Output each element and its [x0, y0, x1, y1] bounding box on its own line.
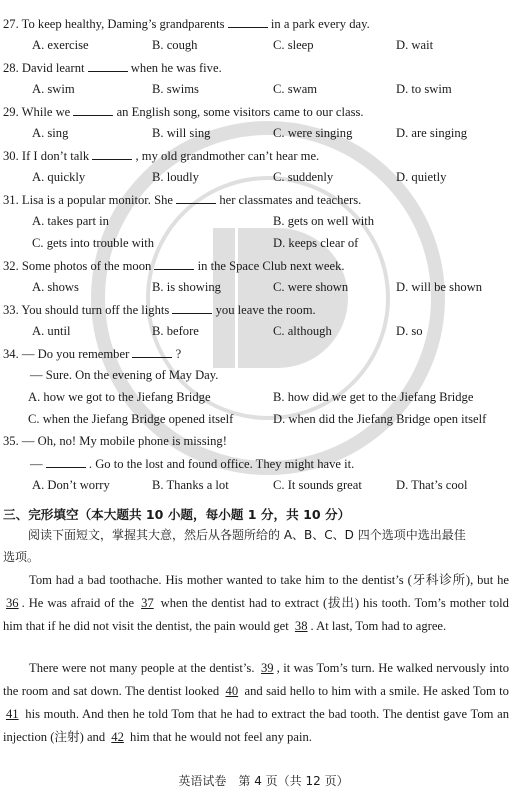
- question-stem: you leave the room.: [215, 303, 316, 317]
- option-c: C. sleep: [273, 38, 314, 52]
- option-a: A. Don’t worry: [32, 478, 110, 492]
- option-b: B. before: [152, 324, 199, 338]
- blank-number: 37: [141, 596, 154, 610]
- blank-number: 42: [111, 730, 124, 744]
- passage-text: him that he would not feel any pain.: [126, 730, 312, 744]
- question-34: [3, 346, 181, 362]
- question-stem: 31. Lisa is a popular monitor. She: [3, 193, 173, 207]
- answer-blank: [73, 104, 113, 116]
- option-a: A. shows: [32, 280, 79, 294]
- option-c: C. when the Jiefang Bridge opened itself: [28, 412, 234, 426]
- option-d: D. to swim: [396, 82, 452, 96]
- question-stem: 28. David learnt: [3, 61, 85, 75]
- passage-text: . He was afraid of the: [21, 596, 139, 610]
- dialogue-text: . Go to the lost and found office. They might have it.: [88, 457, 355, 471]
- blank-number: 40: [225, 684, 239, 698]
- question-stem: 29. While we: [3, 105, 71, 119]
- option-a: A. exercise: [32, 38, 89, 52]
- question-stem: 33. You should turn off the lights: [3, 303, 170, 317]
- option-d: D. when did the Jiefang Bridge open itself: [273, 412, 487, 426]
- question-stem: 32. Some photos of the moon: [3, 259, 152, 273]
- option-d: D. keeps clear of: [273, 236, 359, 250]
- section-heading: 三、完形填空（本大题共 10 小题，每小题 1 分，共 10 分）: [3, 507, 351, 522]
- option-b: B. gets on well with: [273, 214, 375, 228]
- dialogue-text: —: [30, 457, 43, 471]
- question-28: [3, 60, 222, 76]
- passage-paragraph-1: [3, 569, 509, 638]
- passage-text: There were not many people at the dentist’s.: [29, 661, 258, 675]
- question-stem: her classmates and teachers.: [219, 193, 362, 207]
- blank-number: 41: [6, 707, 19, 721]
- answer-blank: [88, 60, 128, 72]
- question-stem: an English song, some visitors came to our class.: [116, 105, 364, 119]
- question-33: [3, 302, 316, 318]
- option-a: A. how we got to the Jiefang Bridge: [28, 390, 211, 404]
- question-31: [3, 192, 361, 208]
- answer-blank: [46, 456, 86, 468]
- option-a: A. swim: [32, 82, 75, 96]
- question-35: [3, 434, 227, 449]
- question-stem: 27. To keep healthy, Daming’s grandparents: [3, 17, 225, 31]
- option-c: C. It sounds great: [273, 478, 362, 492]
- option-b: B. how did we get to the Jiefang Bridge: [273, 390, 474, 404]
- option-d: D. are singing: [396, 126, 467, 140]
- answer-blank: [92, 148, 132, 160]
- option-b: B. Thanks a lot: [152, 478, 229, 492]
- answer-blank: [228, 16, 268, 28]
- page-footer: 英语试卷 第 4 页（共 12 页）: [178, 774, 349, 788]
- question-stem: ?: [175, 347, 182, 361]
- blank-number: 36: [6, 596, 19, 610]
- option-c: C. suddenly: [273, 170, 334, 184]
- question-29: [3, 104, 364, 120]
- question-32: [3, 258, 345, 274]
- answer-blank: [176, 192, 216, 204]
- question-stem: in the Space Club next week.: [197, 259, 345, 273]
- passage-text: his mouth. And then he told Tom that he had to extract the bad tooth. The dentist gave Tom an injection (注射) and: [3, 707, 509, 744]
- question-stem: 34. — Do you remember: [3, 347, 130, 361]
- passage-text: Tom had a bad toothache. His mother wanted to take him to the dentist’s (牙科诊所), but he: [29, 573, 509, 587]
- section-instruction: 选项。: [3, 550, 40, 564]
- question-stem: when he was five.: [130, 61, 222, 75]
- option-d: D. quietly: [396, 170, 447, 184]
- question-30: [3, 148, 319, 164]
- passage-text: . At last, Tom had to agree.: [310, 619, 447, 633]
- option-a: A. sing: [32, 126, 69, 140]
- question-stem: , my old grandmother can’t hear me.: [135, 149, 320, 163]
- dialogue-line: [30, 456, 354, 472]
- answer-blank: [132, 346, 172, 358]
- option-d: D. That’s cool: [396, 478, 468, 492]
- dialogue-line: — Sure. On the evening of May Day.: [30, 368, 219, 382]
- answer-blank: [172, 302, 212, 314]
- answer-blank: [154, 258, 194, 270]
- option-a: A. takes part in: [32, 214, 109, 228]
- option-b: B. cough: [152, 38, 198, 52]
- option-c: C. were singing: [273, 126, 353, 140]
- option-d: D. so: [396, 324, 423, 338]
- section-instruction: 阅读下面短文，掌握其大意，然后从各题所给的 A、B、C、D 四个选项中选出最佳: [28, 528, 466, 542]
- option-d: D. wait: [396, 38, 434, 52]
- passage-paragraph-2: [3, 657, 509, 749]
- option-b: B. will sing: [152, 126, 211, 140]
- option-b: B. loudly: [152, 170, 199, 184]
- option-c: C. were shown: [273, 280, 349, 294]
- option-b: B. swims: [152, 82, 199, 96]
- passage-text: when the dentist had to extract (拔出) his tooth. Tom’s mother told him that if he did not visit the dentist, the pain would get: [3, 596, 509, 633]
- option-d: D. will be shown: [396, 280, 483, 294]
- question-27: [3, 16, 370, 32]
- question-stem: in a park every day.: [270, 17, 370, 31]
- blank-number: 38: [294, 619, 308, 633]
- option-c: C. gets into trouble with: [32, 236, 155, 250]
- blank-number: 39: [260, 661, 274, 675]
- option-a: A. until: [32, 324, 71, 338]
- passage-text: and said hello to him with a smile. He asked Tom to: [241, 684, 509, 698]
- option-b: B. is showing: [152, 280, 221, 294]
- passage-text: , it was Tom’s turn. He walked nervously into the room and sat down. The dentist looked: [3, 661, 510, 698]
- question-stem: 35. — Oh, no! My mobile phone is missing!: [3, 434, 227, 448]
- option-c: C. swam: [273, 82, 318, 96]
- question-stem: 30. If I don’t talk: [3, 149, 90, 163]
- option-c: C. although: [273, 324, 332, 338]
- option-a: A. quickly: [32, 170, 86, 184]
